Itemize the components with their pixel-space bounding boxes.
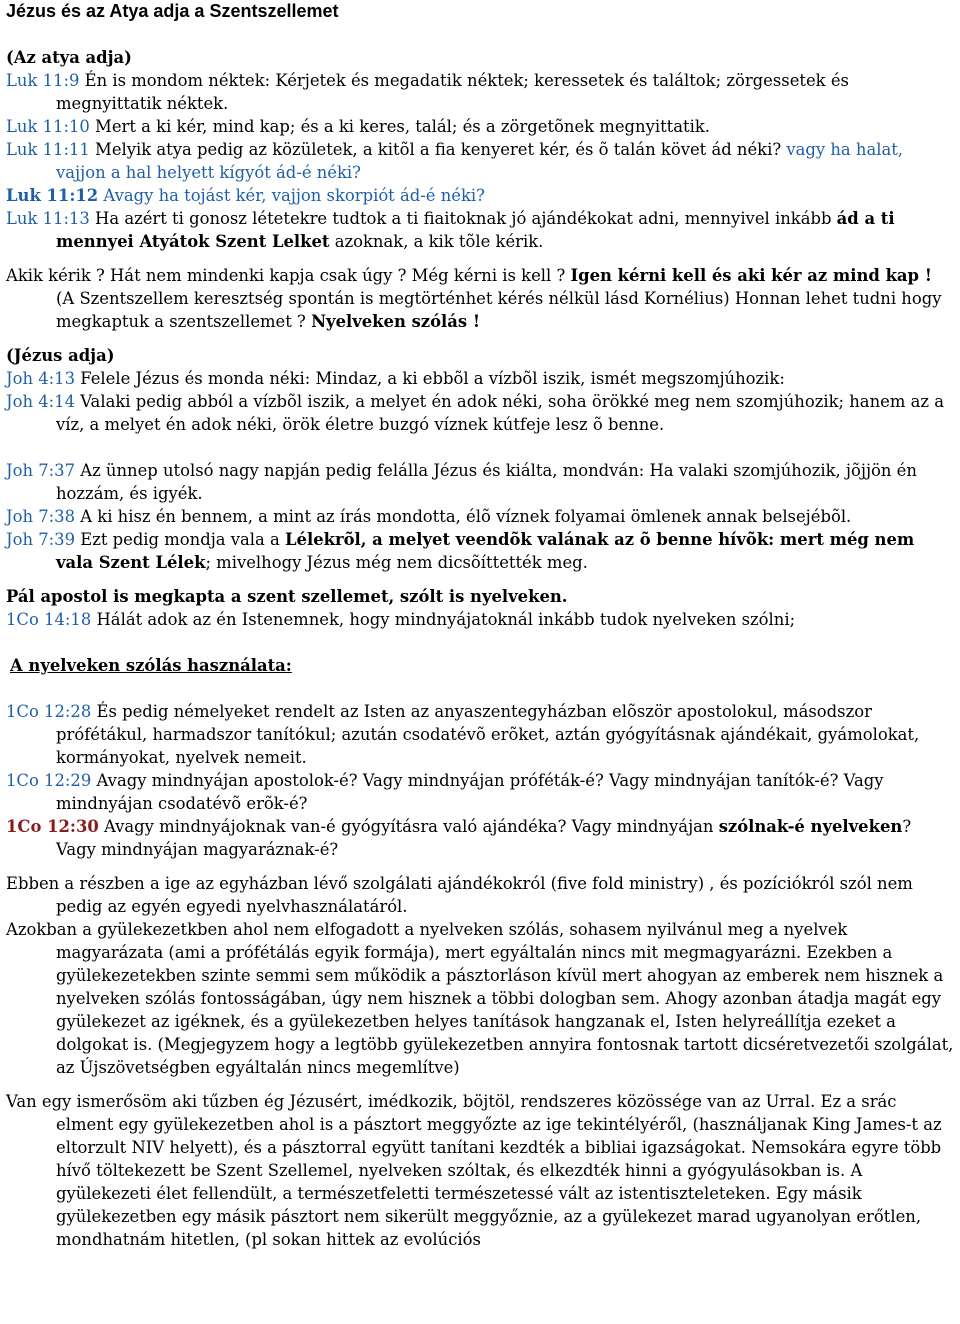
verse-1co-12-29	[6, 769, 954, 815]
note-text: Akik kérik ? Hát nem mindenki kapja csak úgy ? Még kérni is kell ?	[6, 266, 571, 285]
verse-text: Mert a ki kér, mind kap; és a ki keres, talál; és a zörgetõnek megnyittatik.	[89, 117, 711, 136]
verse-joh-4-14	[6, 390, 954, 436]
verse-ref[interactable]: 1Co 12:29	[6, 771, 92, 790]
verse-text: Avagy mindnyájan apostolok-é? Vagy mindnyájan próféták-é? Vagy mindnyájan tanítók-é? Vagy mindnyájan csodatévõ erõk-é?	[56, 771, 884, 813]
verse-ref[interactable]: Joh 4:13	[6, 369, 76, 388]
note-paragraph	[6, 264, 954, 333]
verse-luk-11-13	[6, 207, 954, 253]
verse-luk-11-11	[6, 138, 954, 184]
paragraph: Van egy ismerősöm aki tűzben ég Jézusért, imédkozik, böjtöl, rendszeres közössége van az Urral. Ez a srác elment egy gyülekezetben ahol is a pásztort meggyőzte az ige tekintélyéről, (használjanak King James-t az eltorzult NIV helyett), és a pásztorral együtt tanítani kezdték a bibliai igazságokat. Nemsokára egyre több hívő töltekezett be Szent Szellemel, nyelveken szóltak, és elkezdték hinni a gyógyulásokban is. A gyülekezeti élet fellendült, a természetfeletti természetessé vált az istentiszteleteken. Egy másik gyülekezetben egy másik pásztort nem sikerült meggyőznie, az a gyülekezet marad ugyanolyan erőtlen, mondhatnám hitetlen, (pl sokan hittek az evolúciós	[6, 1092, 942, 1249]
heading-underlined: A nyelveken szólás használata:	[10, 656, 292, 675]
verse-bold-text: szólnak-é nyelveken	[718, 817, 903, 836]
verse-luk-11-10	[6, 115, 954, 138]
verse-ref[interactable]: 1Co 14:18	[6, 610, 92, 629]
verse-text: És pedig némelyeket rendelt az Isten az anyaszentegyházban elõször apostolokul, másodszor prófétákul, harmadszor tanítókul; azután csodatévõ erõket, aztán gyógyításnak ajándékait, gyámolokat, kormányokat, nyelvek nemeit.	[56, 702, 920, 767]
verse-ref[interactable]: Joh 7:39	[6, 530, 76, 549]
section-heading-atya: (Az atya adja)	[6, 48, 132, 67]
verse-text: Az ünnep utolsó nagy napján pedig felálla Jézus és kiálta, mondván: Ha valaki szomjúhozik, jõjjön én hozzám, és igyék.	[56, 461, 917, 503]
section-heading-jezus: (Jézus adja)	[6, 346, 115, 365]
verse-text: Felele Jézus és monda néki: Mindaz, a ki ebbõl a vízbõl iszik, ismét megszomjúhozik:	[75, 369, 785, 388]
note-bold: Nyelveken szólás !	[311, 312, 481, 331]
verse-text: Ezt pedig mondja vala a	[75, 530, 286, 549]
verse-ref[interactable]: Luk 11:12	[6, 186, 99, 205]
verse-joh-7-39	[6, 528, 954, 574]
verse-ref[interactable]: Luk 11:9	[6, 71, 80, 90]
verse-text-highlight: vagy ha halat, vajjon a hal helyett kígyót ád-é néki?	[56, 140, 904, 182]
paragraph: Azokban a gyülekezetkben ahol nem elfogadott a nyelveken szólás, sohasem nyilvánul meg a nyelvek magyarázata (ami a prófétálás egyik formája), mert egyáltalán nincs mit megmagyarázni. Ezekben a gyülekezetekben szinte semmi sem működik a pásztorláson kívül mert ahogyan az emberek nem hisznek a nyelveken szólás fontosságában, úgy nem hisznek a többi dologban sem. Ahogy azonban átadja magát egy gyülekezet az igéknek, és a gyülekezetben helyes tanítások hangzanak el, Isten helyreállítja ezeket a dolgokat is. (Megjegyzem hogy a legtöbb gyülekezetben annyira fontosnak tartott dicséretvezetői szolgálat, az Újszövetségben egyáltalán nincs megemlítve)	[6, 920, 954, 1077]
verse-text: Hálát adok az én Istenemnek, hogy mindnyájatoknál inkább tudok nyelveken szólni;	[91, 610, 796, 629]
note-text: (A Szentszellem keresztség spontán is megtörténhet kérés nélkül lásd Kornélius) Honnan lehet tudni hogy megkaptuk a szentszellemet ?	[56, 289, 942, 331]
verse-1co-12-28	[6, 700, 954, 769]
verse-1co-14-18	[6, 608, 954, 631]
section-heading-pal: Pál apostol is megkapta a szent szellemet, szólt is nyelveken.	[6, 587, 568, 606]
verse-text-end: ? Vagy mindnyájan magyaráznak-é?	[56, 817, 912, 859]
verse-joh-4-13	[6, 367, 954, 390]
verse-ref[interactable]: Joh 4:14	[6, 392, 76, 411]
verse-text: Melyik atya pedig az közületek, a kitõl a fia kenyeret kér, és õ talán követ ád néki?	[89, 140, 782, 159]
verse-luk-11-12	[6, 184, 954, 207]
verse-joh-7-37	[6, 459, 954, 505]
verse-text: Avagy ha tojást kér, vajjon skorpiót ád-é néki?	[98, 186, 485, 205]
verse-ref[interactable]: Luk 11:10	[6, 117, 90, 136]
section-heading-hasznalat	[6, 654, 954, 677]
page-title: Jézus és az Atya adja a Szentszellemet	[6, 1, 339, 21]
verse-luk-11-9	[6, 69, 954, 115]
verse-joh-7-38	[6, 505, 954, 528]
verse-text: Valaki pedig abból a vízbõl iszik, a melyet én adok néki, soha örökké meg nem szomjúhozik; hanem az a víz, a melyet én adok néki, örök életre buzgó víznek kútfeje lesz õ benne.	[56, 392, 944, 434]
verse-ref[interactable]: Luk 11:11	[6, 140, 90, 159]
verse-text: Én is mondom néktek: Kérjetek és megadatik néktek; keressetek és találtok; zörgessetek és megnyittatik néktek.	[56, 71, 849, 113]
verse-text: Ha azért ti gonosz létetekre tudtok a ti fiaitoknak jó ajándékokat adni, mennyivel inkább	[89, 209, 837, 228]
verse-text-end: azoknak, a kik tõle kérik.	[329, 232, 544, 251]
verse-ref[interactable]: 1Co 12:28	[6, 702, 92, 721]
verse-ref[interactable]: 1Co 12:30	[6, 817, 99, 836]
verse-1co-12-30	[6, 815, 954, 861]
verse-text: Avagy mindnyájoknak van-é gyógyításra való ajándéka? Vagy mindnyájan	[98, 817, 719, 836]
verse-bold-text: ád a ti mennyei Atyátok Szent Lelket	[56, 209, 895, 251]
paragraph: Ebben a részben a ige az egyházban lévő szolgálati ajándékokról (five fold ministry) , és pozíciókról szól nem pedig az egyén egyedi nyelvhasználatáról.	[6, 874, 913, 916]
verse-text-end: ; mivelhogy Jézus még nem dicsõíttették meg.	[205, 553, 588, 572]
verse-ref[interactable]: Luk 11:13	[6, 209, 90, 228]
verse-ref[interactable]: Joh 7:37	[6, 461, 76, 480]
verse-ref[interactable]: Joh 7:38	[6, 507, 76, 526]
verse-text: A ki hisz én bennem, a mint az írás mondotta, élõ víznek folyamai ömlenek annak belsejébõl.	[75, 507, 852, 526]
verse-bold-text: Lélekrõl, a melyet veendõk valának az õ benne hívõk: mert még nem vala Szent Lélek	[56, 530, 915, 572]
note-bold: Igen kérni kell és aki kér az mind kap !	[570, 266, 932, 285]
